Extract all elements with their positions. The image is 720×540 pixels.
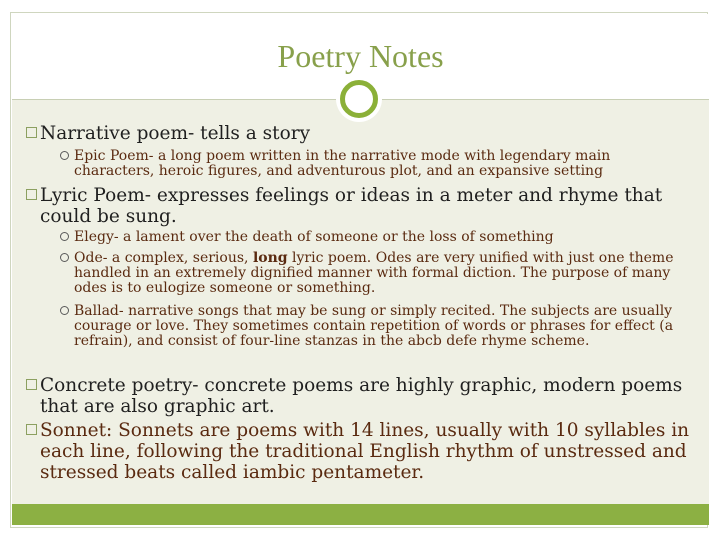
sub-bullet-ode [60,251,680,296]
sub-bullet-ballad [60,304,680,349]
bullet-text: Lyric Poem- expresses feelings or ideas in a meter and rhyme that could be sung. [40,185,663,227]
sub-bullet-text-end: lyric poem. Odes are very unified with just one theme handled in an extremely dignified manner with formal diction. The purpose of many odes is to eulogize someone or something. [74,250,674,296]
circle-ornament-icon [340,80,378,118]
sub-bullet-epic [60,149,680,179]
emphasis-word: long [252,250,288,266]
checkbox-bullet-icon [26,424,37,435]
footer-bar [12,504,709,525]
sub-bullet-text: Ballad- narrative songs that may be sung or simply recited. The subjects are usually courage or love. They sometimes contain repetition of words or phrases for effect (a refrain), and consist of four-line stanzas in the abcb defe rhyme scheme. [74,303,674,349]
circle-bullet-icon [60,306,69,315]
bullet-text: Concrete poetry- concrete poems are highly graphic, modern poems that are also graphic art. [40,375,683,417]
sub-bullet-text: Elegy- a lament over the death of someone or the loss of something [74,229,554,245]
bullet-text: Sonnet: Sonnets are poems with 14 lines, usually with 10 syllables in each line, following the traditional English rhythm of unstressed and stressed beats called iambic pentameter. [40,420,690,483]
slide-content [12,100,709,504]
slide-title: Poetry Notes [277,38,444,74]
checkbox-bullet-icon [26,189,37,200]
sub-bullet-text-start: Ode- a complex, serious, [74,250,253,266]
bullet-narrative [26,123,680,144]
bullet-concrete [26,375,710,417]
bullet-text: Narrative poem- tells a story [40,123,311,144]
circle-bullet-icon [60,151,69,160]
sub-bullet-elegy [60,230,680,245]
bullet-lyric [26,185,700,227]
bullet-sonnet [26,420,710,483]
circle-bullet-icon [60,253,69,262]
checkbox-bullet-icon [26,379,37,390]
checkbox-bullet-icon [26,127,37,138]
circle-bullet-icon [60,232,69,241]
sub-bullet-text: Epic Poem- a long poem written in the narrative mode with legendary main characters, heroic figures, and adventurous plot, and an expansive setting [74,148,611,179]
